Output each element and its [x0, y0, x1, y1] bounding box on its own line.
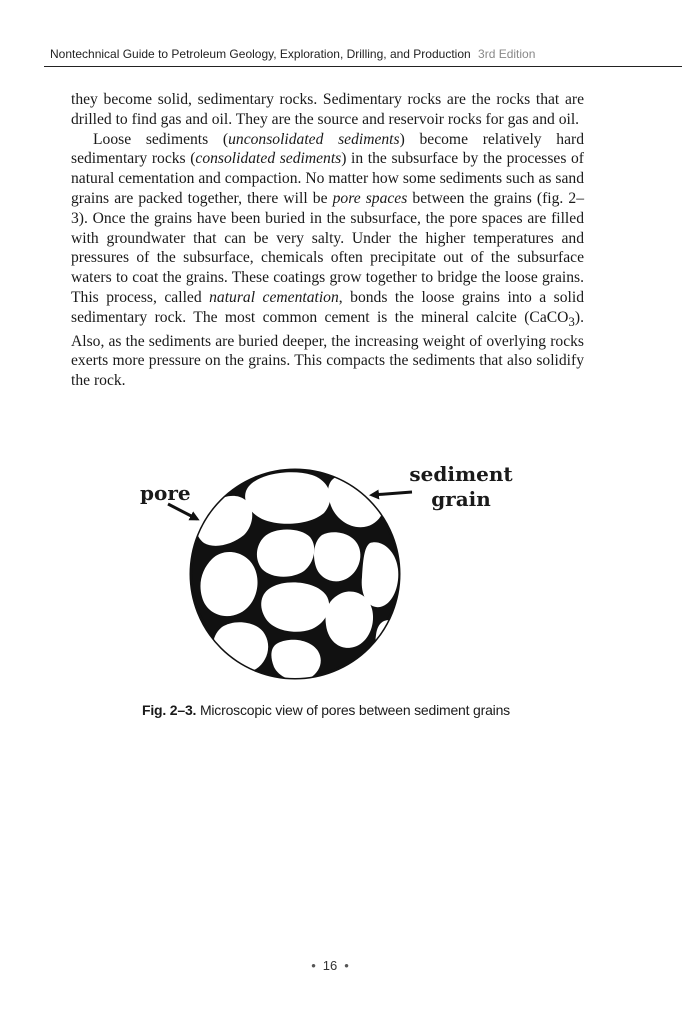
sediment-grain	[213, 622, 268, 672]
book-title: Nontechnical Guide to Petroleum Geology, Exploration, Drilling, and Production	[50, 47, 471, 61]
label-grain: grain	[431, 487, 491, 511]
paragraph-1: they become solid, sedimentary rocks. Sedimentary rocks are the rocks that are drilled to find gas and oil. They are the source and reservoir rocks for gas and oil.	[71, 91, 584, 128]
bullet-right-icon: •	[344, 958, 349, 973]
figure-caption	[142, 702, 510, 718]
label-pore: pore	[140, 481, 191, 505]
page-footer	[0, 958, 660, 973]
p2-text-4: between the grains (fig. 2–3). Once the grains have been buried in the subsurface, the pore spaces are filled with groundwater that can be very salty. Under the higher temperatures and pressures of the subsurface, chemicals often precipitate out of the subsurface waters to coat the grains. These coatings grow together to bridge the loose grains. This process, called	[71, 189, 584, 306]
body-text	[71, 90, 584, 391]
p2-text-1: Loose sediments (	[93, 130, 229, 148]
p2-text-2: ) become relatively hard sedimentary rocks (	[71, 130, 584, 168]
figure-2-3	[0, 455, 682, 695]
term-consolidated-sediments: consolidated sediments	[195, 150, 342, 168]
header-rule	[44, 66, 682, 67]
bullet-left-icon: •	[311, 958, 316, 973]
term-unconsolidated-sediments: unconsolidated sediments	[228, 130, 400, 148]
pore-diagram-illustration	[0, 455, 682, 695]
caption-text: Microscopic view of pores between sediment grains	[199, 702, 510, 718]
sediment-grain	[245, 472, 330, 524]
page-number: 16	[322, 958, 338, 973]
p2-text-6: ). Also, as the sediments are buried deeper, the increasing weight of overlying rocks exerts more pressure on the grains. This compacts the sediments that also solidify the rock.	[71, 308, 584, 390]
subscript-3: 3	[568, 313, 575, 329]
caption-figure-number: Fig. 2–3.	[142, 702, 197, 718]
book-edition: 3rd Edition	[478, 47, 536, 61]
running-header	[50, 47, 680, 61]
p2-text-5: , bonds the loose grains into a solid sedimentary rock. The most common cement is the mineral calcite (CaCO	[71, 288, 585, 326]
paragraph-2	[71, 130, 584, 391]
term-natural-cementation: natural cementation	[209, 288, 339, 306]
term-pore-spaces: pore spaces	[332, 189, 408, 207]
pore-arrow	[168, 504, 197, 519]
p2-text-3: ) in the subsurface by the processes of natural cementation and compaction. No matter how some sediments such as sand grains are packed together, there will be	[71, 150, 584, 207]
label-sediment: sediment	[409, 462, 513, 486]
sediment-grain	[375, 620, 402, 659]
sediment-grain	[261, 582, 329, 631]
